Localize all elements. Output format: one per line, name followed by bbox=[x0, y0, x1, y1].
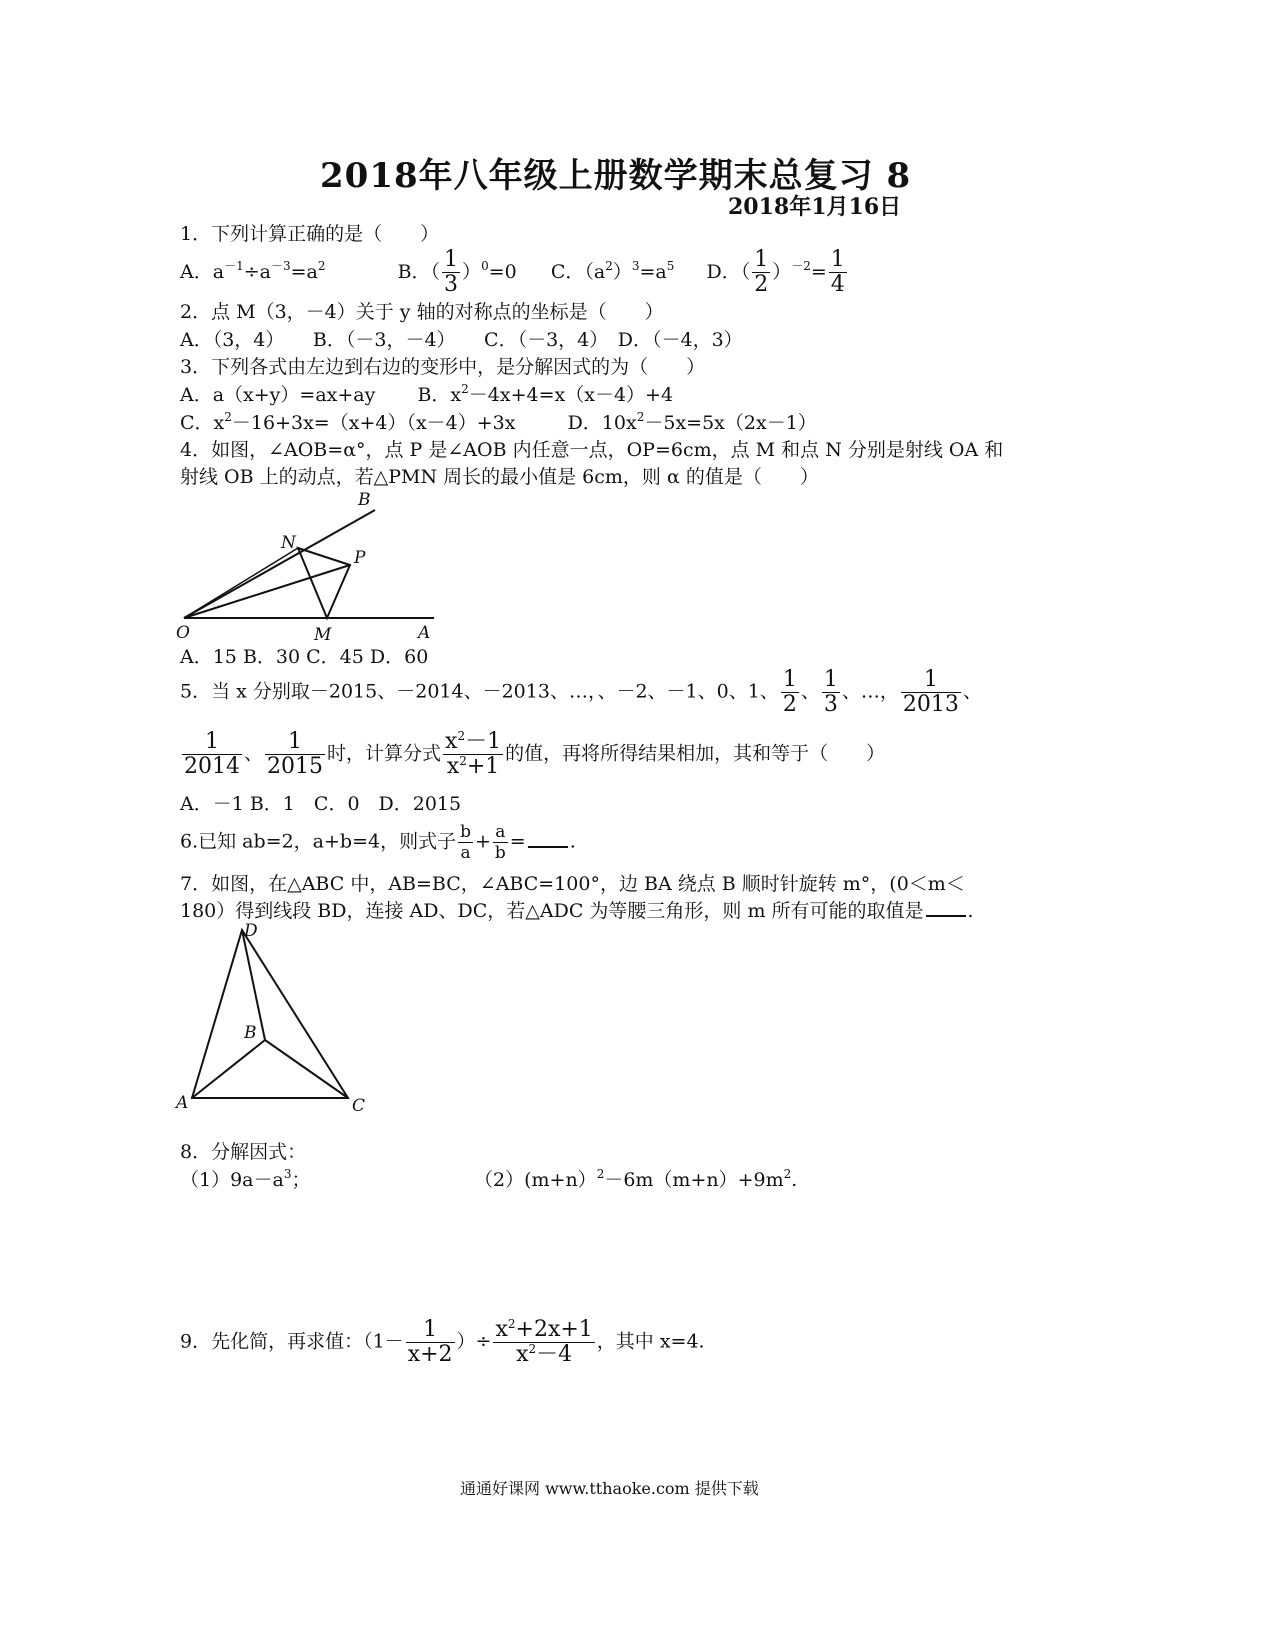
label-d: D bbox=[244, 921, 258, 941]
q1-option-a: A．$a^{-1}\div a^{-3}=a^2$ bbox=[180, 258, 326, 283]
q3-options-ab bbox=[180, 383, 673, 407]
segment-op bbox=[184, 565, 350, 618]
fraction: $\frac{1}{2}$ bbox=[754, 247, 769, 297]
q1-stem: 1．下列计算正确的是（ ） bbox=[180, 223, 440, 245]
q5-line1: 5．当 x 分别取－2015、－2014、－2013、…，、－2、－1、0、1、 $\frac{1}{2}$ 、 $\frac{1}{3}$ 、…， $\frac{1}{2013}$ 、 bbox=[180, 667, 982, 717]
fraction: $\frac{a}{b}$ bbox=[494, 822, 506, 863]
q3-stem: 3．下列各式由左边到右边的变形中，是分解因式的为（ ） bbox=[180, 356, 706, 378]
answer-blank bbox=[926, 901, 966, 917]
q4-angle-figure bbox=[170, 485, 450, 645]
q1-options bbox=[180, 248, 849, 297]
q3-option-b: B．$x^2-4x+4=x(x-4)+4$ bbox=[417, 382, 674, 406]
expression-fraction: $\frac{x^2-1}{x^2+1}$ bbox=[445, 729, 502, 779]
q4-options: A．15 B．30 C．45 D．60 bbox=[180, 646, 429, 668]
fraction: $\frac{1}{x+2}$ bbox=[407, 1317, 453, 1367]
label-n: N bbox=[281, 533, 296, 553]
fraction: $\frac{1}{2013}$ bbox=[902, 667, 959, 717]
q2-stem: 2．点 M（3，－4）关于 y 轴的对称点的坐标是（ ） bbox=[180, 301, 664, 323]
q7-line1: 7．如图，在△ABC 中，AB=BC，∠ABC=100°，边 BA 绕点 B 顺时针旋转 m°，(0＜m＜ bbox=[180, 873, 965, 895]
label-p: P bbox=[354, 548, 366, 568]
expression-fraction: $\frac{x^2+2x+1}{x^2-4}$ bbox=[495, 1317, 593, 1367]
fraction: $\frac{1}{2015}$ bbox=[267, 729, 324, 779]
answer-blank bbox=[528, 832, 568, 848]
q1-option-b: B．（ $\frac{1}{3}$ ）$^0$=0 bbox=[397, 247, 517, 297]
triangle-adc bbox=[192, 930, 348, 1098]
q6-line: 6.已知 ab=2，a+b=4，则式子 $\frac{b}{a}$ + $\frac{a}{b}$ = . bbox=[180, 822, 576, 863]
label-m: M bbox=[314, 625, 332, 645]
q1-option-c: C．$(a^2)^3=a^5$ bbox=[550, 258, 675, 283]
q1-option-d: D．（ $\frac{1}{2}$ ）$^{-2}$= $\frac{1}{4}$ bbox=[706, 247, 845, 297]
triangle-pmn bbox=[298, 548, 350, 618]
q8-stem: 8．分解因式： bbox=[180, 1141, 307, 1163]
q5-options: A．－1 B．1 C．0 D．2015 bbox=[180, 793, 462, 815]
fraction: $\frac{1}{3}$ bbox=[444, 247, 459, 297]
page-title: 2018年八年级上册数学期末总复习 8 bbox=[320, 156, 912, 196]
fraction: $\frac{1}{3}$ bbox=[823, 667, 838, 717]
q4-line2: 射线 OB 上的动点，若△PMN 周长的最小值是 6cm，则 α 的值是（ ） bbox=[180, 466, 819, 488]
fraction: $\frac{1}{4}$ bbox=[830, 247, 845, 297]
fraction: $\frac{1}{2}$ bbox=[782, 667, 797, 717]
q8-part1: $(1)9a-a^3$； bbox=[180, 1167, 311, 1191]
q7-triangle-figure bbox=[170, 918, 380, 1118]
segment-on-inner bbox=[184, 548, 298, 618]
page-date: 2018年1月16日 bbox=[728, 194, 902, 220]
label-a: A bbox=[176, 1093, 189, 1113]
label-a: A bbox=[418, 623, 431, 643]
label-o: O bbox=[176, 623, 190, 643]
q8-part2: $(2)(m+n)^2-6m(m+n)+9m^2$. bbox=[474, 1167, 798, 1191]
segment-bc bbox=[265, 1040, 348, 1098]
q5-line2: $\frac{1}{2014}$ 、 $\frac{1}{2015}$ 时，计算分式 $\frac{x^2-1}{x^2+1}$ 的值，再将所得结果相加，其和等于（ ） bbox=[184, 729, 886, 779]
segment-ba bbox=[192, 1040, 265, 1098]
q3-option-c: C．$x^2-16+3x=(x+4)(x-4)+3x$ bbox=[180, 410, 516, 434]
q3-option-a: A．a（x+y）=ax+ay bbox=[180, 384, 376, 406]
q9-line: 9．先化简，再求值：（1－ $\frac{1}{x+2}$ ）÷ $\frac{x^2+2x+1}{x^2-4}$ ，其中 x=4. bbox=[180, 1317, 705, 1367]
label-c: C bbox=[352, 1096, 366, 1116]
q2-options: A．（3，4） B．（－3，－4） C．（－3，4） D．（－4，3） bbox=[180, 329, 743, 351]
fraction: $\frac{b}{a}$ bbox=[460, 822, 471, 863]
label-b: B bbox=[358, 490, 371, 510]
q3-options-cd bbox=[180, 411, 817, 435]
q4-line1: 4．如图，∠AOB=α°，点 P 是∠AOB 内任意一点，OP=6cm，点 M 和点 N 分别是射线 OA 和 bbox=[180, 439, 1004, 461]
label-b: B bbox=[244, 1023, 257, 1043]
q3-option-d: D．$10x^2-5x=5x(2x-1)$ bbox=[567, 410, 817, 434]
page-footer: 通通好课网 www.tthaoke.com 提供下载 bbox=[460, 1479, 759, 1498]
fraction: $\frac{1}{2014}$ bbox=[184, 729, 240, 779]
q7-line2: 180）得到线段 BD，连接 AD、DC，若△ADC 为等腰三角形，则 m 所有可能的取值是 . bbox=[180, 900, 974, 922]
